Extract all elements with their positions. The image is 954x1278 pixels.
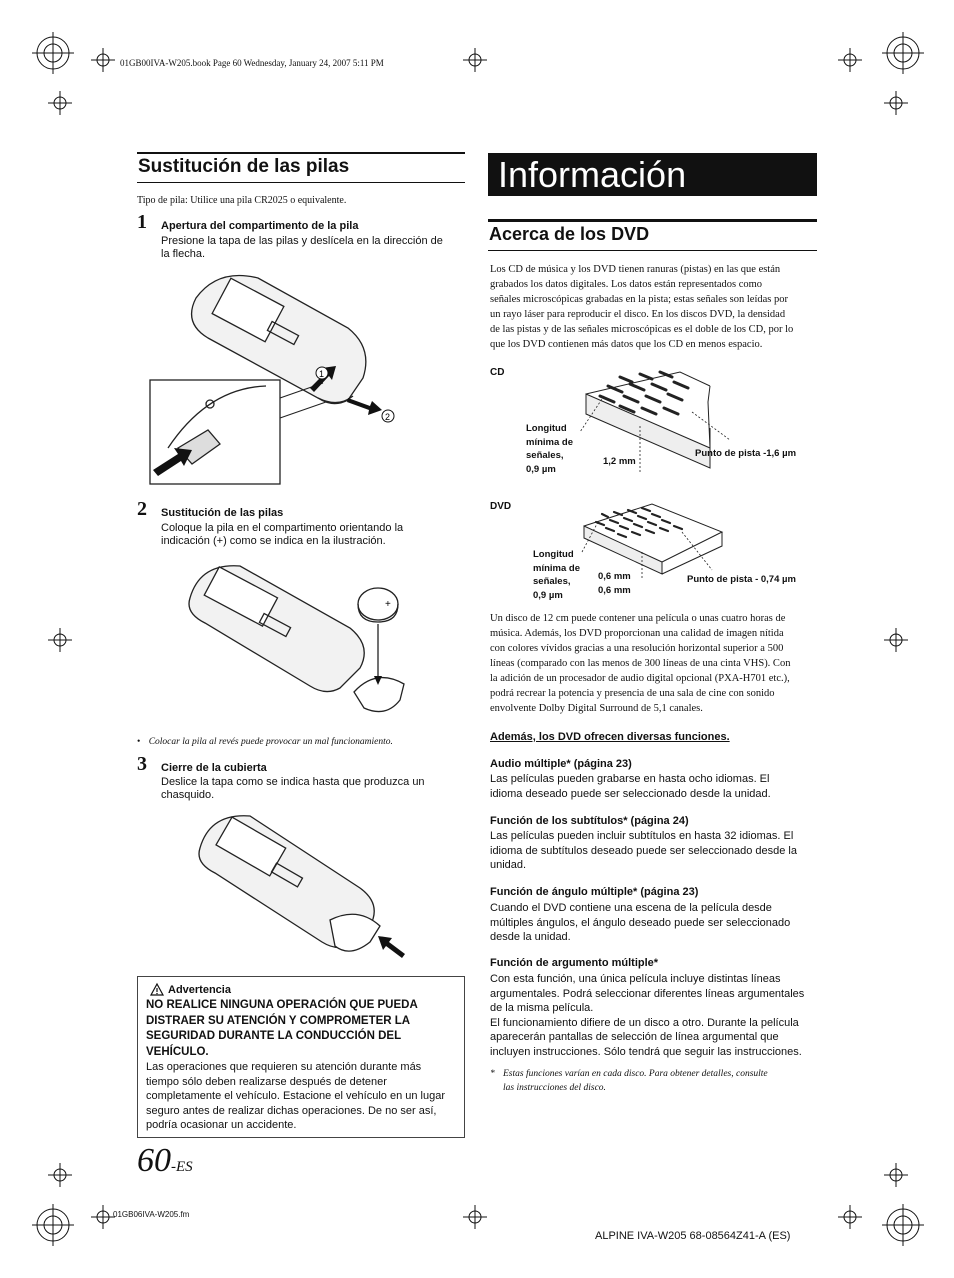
dvd-thickness-labels: 0,6 mm 0,6 mm	[598, 571, 631, 596]
feature-2-title: Función de los subtítulos* (página 24)	[490, 815, 689, 827]
functions-heading: Además, los DVD ofrecen diversas funciones.	[490, 731, 730, 743]
figure-battery-insert	[180, 558, 440, 738]
bullet-note	[137, 737, 393, 747]
intro-paragraph: Los CD de música y los DVD tienen ranuras (pistas) en las que están grabados los datos digitales. Los datos están representados como señales microscópicas grabadas en la pista; estas señales son leídas por un rayo láser para reproducir el disco. En los discos DVD, la densidad de las pistas y de las señales microscópicas es el doble de los CD, por lo que los DVD contienen más datos que los CD en menos espacio.	[490, 264, 794, 350]
section-bottom-rule	[137, 182, 465, 183]
step-2-number: 2	[137, 498, 147, 520]
battery-type-text: Tipo de pila: Utilice una pila CR2025 o equivalente.	[137, 195, 347, 206]
warning-title: Advertencia	[168, 984, 231, 996]
page-title-bar	[488, 153, 817, 196]
feature-3-title: Función de ángulo múltiple* (página 23)	[490, 886, 699, 898]
feature-1-body: Las películas pueden grabarse en hasta ocho idiomas. El idioma deseado puede ser seleccionado desde la unidad.	[490, 773, 771, 800]
step-3-body: Deslice la tapa como se indica hasta que produzca un chasquido.	[161, 776, 425, 801]
print-footer-file: 01GB06IVA-W205.fm	[113, 1210, 190, 1219]
warning-uppercase-text: NO REALICE NINGUNA OPERACIÓN QUE PUEDA DISTRAER SU ATENCIÓN Y COMPROMETER LA SEGURIDAD DURANTE LA CONDUCCIÓN DEL VEHÍCULO.	[146, 999, 418, 1058]
dvd-label: DVD	[490, 501, 512, 512]
battery-plus-sign: +	[385, 599, 391, 610]
dvd-track-pitch-label: Punto de pista - 0,74 µm	[687, 574, 796, 585]
feature-4-title: Función de argumento múltiple*	[490, 957, 659, 969]
figure-close-cover	[190, 808, 420, 968]
bullet-note-text: Colocar la pila al revés puede provocar un mal funcionamiento.	[148, 737, 393, 747]
dvd-min-length-label: Longitud mínima de señales, 0,9 µm	[533, 549, 580, 601]
warning-triangle-icon	[150, 983, 164, 996]
footnote-mark: *	[490, 1069, 495, 1079]
footer-model-code: ALPINE IVA-W205 68-08564Z41-A (ES)	[595, 1230, 791, 1242]
cd-label: CD	[490, 367, 505, 378]
step-1-number: 1	[137, 211, 147, 233]
capacity-paragraph: Un disco de 12 cm puede contener una película o unas cuatro horas de música. Además, los DVD proporcionan una calidad de imagen nítida con colores vívidos gracias a una resolución horizontal superior a 500 líneas (comparado con las menos de 300 líneas de una cinta VHS). Con la adición de un procesador de audio digital opcional (PXA-H701 etc.), podrá recrear la potencia y presencia de una sala de cine con sonido envolvente Dolby Digital Surround de 5,1 canales.	[490, 613, 791, 714]
step-2-title: Sustitución de las pilas	[161, 507, 284, 519]
step-2-body: Coloque la pila en el compartimento orientando la indicación (+) como se indica en la ilustración.	[161, 522, 404, 547]
subsection-title-dvd: Acerca de los DVD	[489, 224, 650, 244]
cd-thickness-label: 1,2 mm	[603, 456, 636, 467]
print-header-info: 01GB00IVA-W205.book Page 60 Wednesday, January 24, 2007 5:11 PM	[120, 58, 384, 68]
step-3-number: 3	[137, 753, 147, 775]
fig1-label-2: 2	[385, 412, 391, 422]
page-number: 60-ES	[137, 1142, 193, 1179]
page-suffix: -ES	[171, 1159, 193, 1175]
cd-min-length-label: Longitud mínima de señales, 0,9 µm	[526, 423, 573, 475]
cd-track-pitch-label: Punto de pista -1,6 µm	[695, 448, 797, 459]
feature-4-body: Con esta función, una única película incluye distintas líneas argumentales. Podrá seleccionar diferentes líneas argumentales de la misma película. El funcionamiento difiere de un disco a otro. Durante la película aparecerán pantallas de selección de línea argumental que incluyen instrucciones. Sólo tendrá que seguir las instrucciones.	[490, 973, 805, 1058]
figure-remote-open-compartment	[148, 268, 468, 488]
warning-body-text: Las operaciones que requieren su atención durante más tiempo sólo deben realizarse después de detener completamente el vehículo. Estacione el vehículo en un lugar seguro antes de realizar dichas operaciones. De no ser así, podría ocasionar un accidente.	[146, 1061, 446, 1131]
step-1-body: Presione la tapa de las pilas y deslícela en la dirección de la flecha.	[161, 235, 443, 260]
warning-box	[137, 976, 465, 1138]
subsection-bottom-rule	[488, 250, 817, 251]
subsection-top-rule	[488, 219, 817, 222]
bullet-mark: •	[137, 737, 141, 747]
feature-1-title: Audio múltiple* (página 23)	[490, 758, 632, 770]
dvd-track-diagram	[582, 500, 742, 580]
feature-2-body: Las películas pueden incluir subtítulos en hasta 32 idiomas. El idioma de subtítulos deseado puede ser seleccionado desde la unidad.	[490, 830, 797, 871]
step-1-title: Apertura del compartimento de la pila	[161, 220, 359, 232]
step-3-title: Cierre de la cubierta	[161, 762, 267, 774]
fig1-label-1: 1	[319, 369, 325, 379]
page-title: Información	[498, 154, 687, 195]
section-title-batteries: Sustitución de las pilas	[138, 156, 350, 177]
section-top-rule	[137, 152, 465, 154]
feature-3-body: Cuando el DVD contiene una escena de la película desde múltiples ángulos, el ángulo deseado puede ser seleccionado desde la unidad.	[490, 902, 791, 943]
footnote-text: Estas funciones varían en cada disco. Para obtener detalles, consulte las instrucciones del disco.	[503, 1069, 768, 1093]
